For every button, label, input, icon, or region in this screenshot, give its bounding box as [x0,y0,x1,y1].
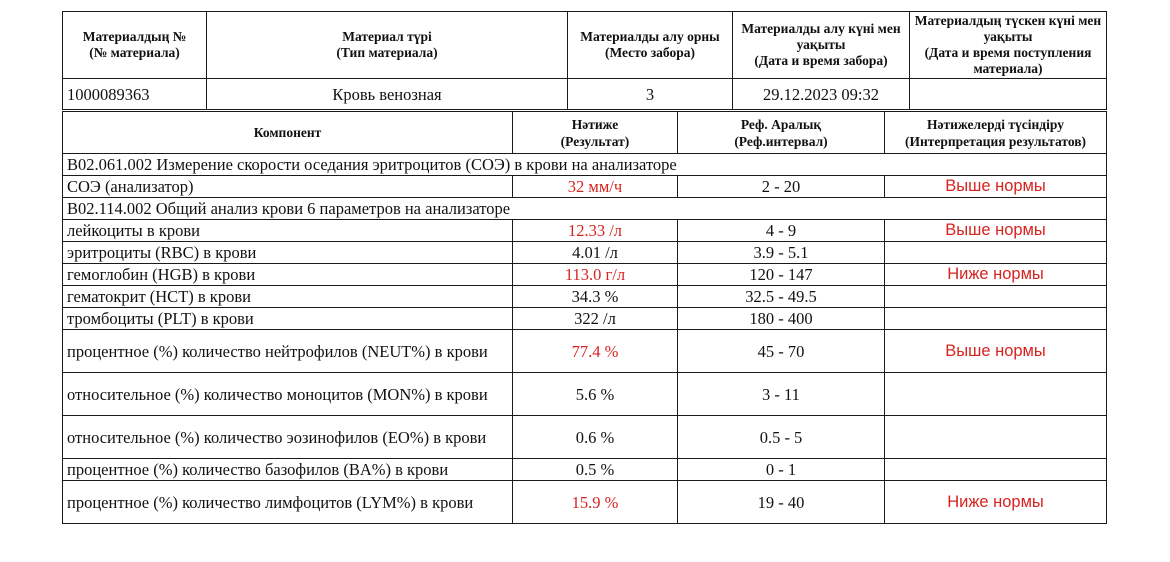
interpretation: Выше нормы [885,176,1107,198]
interpretation [885,286,1107,308]
result-row [63,373,1107,416]
section-row [63,198,1107,220]
result-row [63,308,1107,330]
received-datetime-header: Материалдың түскен күні мен уақыты (Дата и время поступления материала) [910,12,1107,79]
interpretation: Выше нормы [885,330,1107,373]
results-header-row [63,112,1107,154]
material-value-row [63,79,1107,110]
interpretation [885,308,1107,330]
result-row [63,459,1107,481]
section-row [63,154,1107,176]
component-name: лейкоциты в крови [63,220,513,242]
result-value: 15.9 % [513,481,678,524]
material-type-header: Материал түрі (Тип материала) [207,12,568,79]
component-name: относительное (%) количество моноцитов (MON%) в крови [63,373,513,416]
material-header-row [63,12,1107,79]
collection-place: 3 [568,79,733,110]
component-name: процентное (%) количество нейтрофилов (NEUT%) в крови [63,330,513,373]
material-number: 1000089363 [63,79,207,110]
component-name: процентное (%) количество базофилов (BA%) в крови [63,459,513,481]
component-name: гемоглобин (HGB) в крови [63,264,513,286]
result-value: 34.3 % [513,286,678,308]
reference-range: 32.5 - 49.5 [678,286,885,308]
result-value: 0.5 % [513,459,678,481]
component-name: эритроциты (RBC) в крови [63,242,513,264]
component-name: СОЭ (анализатор) [63,176,513,198]
result-value: 322 /л [513,308,678,330]
reference-range: 180 - 400 [678,308,885,330]
component-name: гематокрит (HCT) в крови [63,286,513,308]
results-body [63,154,1107,524]
reference-range: 0.5 - 5 [678,416,885,459]
interpretation [885,242,1107,264]
results-table [62,111,1107,524]
reference-range: 4 - 9 [678,220,885,242]
interpretation [885,373,1107,416]
result-row [63,481,1107,524]
result-row [63,286,1107,308]
interpretation: Ниже нормы [885,264,1107,286]
result-header: Нәтиже (Результат) [513,112,678,154]
reference-range: 3 - 11 [678,373,885,416]
result-row [63,416,1107,459]
reference-range: 0 - 1 [678,459,885,481]
component-name: относительное (%) количество эозинофилов (EO%) в крови [63,416,513,459]
received-datetime [910,79,1107,110]
collection-datetime-header: Материалды алу күні мен уақыты (Дата и время забора) [733,12,910,79]
reference-range: 120 - 147 [678,264,885,286]
result-value: 5.6 % [513,373,678,416]
result-value: 113.0 г/л [513,264,678,286]
interpretation [885,416,1107,459]
material-number-header: Материалдың № (№ материала) [63,12,207,79]
collection-place-header: Материалды алу орны (Место забора) [568,12,733,79]
collection-datetime: 29.12.2023 09:32 [733,79,910,110]
result-row [63,264,1107,286]
interpretation [885,459,1107,481]
reference-header: Реф. Аралық (Реф.интервал) [678,112,885,154]
component-header: Компонент [63,112,513,154]
result-row [63,242,1107,264]
interpretation-header: Нәтижелерді түсіндіру (Интерпретация результатов) [885,112,1107,154]
reference-range: 45 - 70 [678,330,885,373]
result-row [63,330,1107,373]
reference-range: 19 - 40 [678,481,885,524]
section-title: B02.114.002 Общий анализ крови 6 параметров на анализаторе [63,198,1107,220]
result-value: 77.4 % [513,330,678,373]
component-name: тромбоциты (PLT) в крови [63,308,513,330]
reference-range: 2 - 20 [678,176,885,198]
material-type: Кровь венозная [207,79,568,110]
result-value: 12.33 /л [513,220,678,242]
result-row [63,176,1107,198]
result-value: 0.6 % [513,416,678,459]
material-table [62,11,1107,110]
result-value: 32 мм/ч [513,176,678,198]
result-value: 4.01 /л [513,242,678,264]
section-title: B02.061.002 Измерение скорости оседания эритроцитов (СОЭ) в крови на анализаторе [63,154,1107,176]
interpretation: Ниже нормы [885,481,1107,524]
result-row [63,220,1107,242]
component-name: процентное (%) количество лимфоцитов (LYM%) в крови [63,481,513,524]
interpretation: Выше нормы [885,220,1107,242]
reference-range: 3.9 - 5.1 [678,242,885,264]
